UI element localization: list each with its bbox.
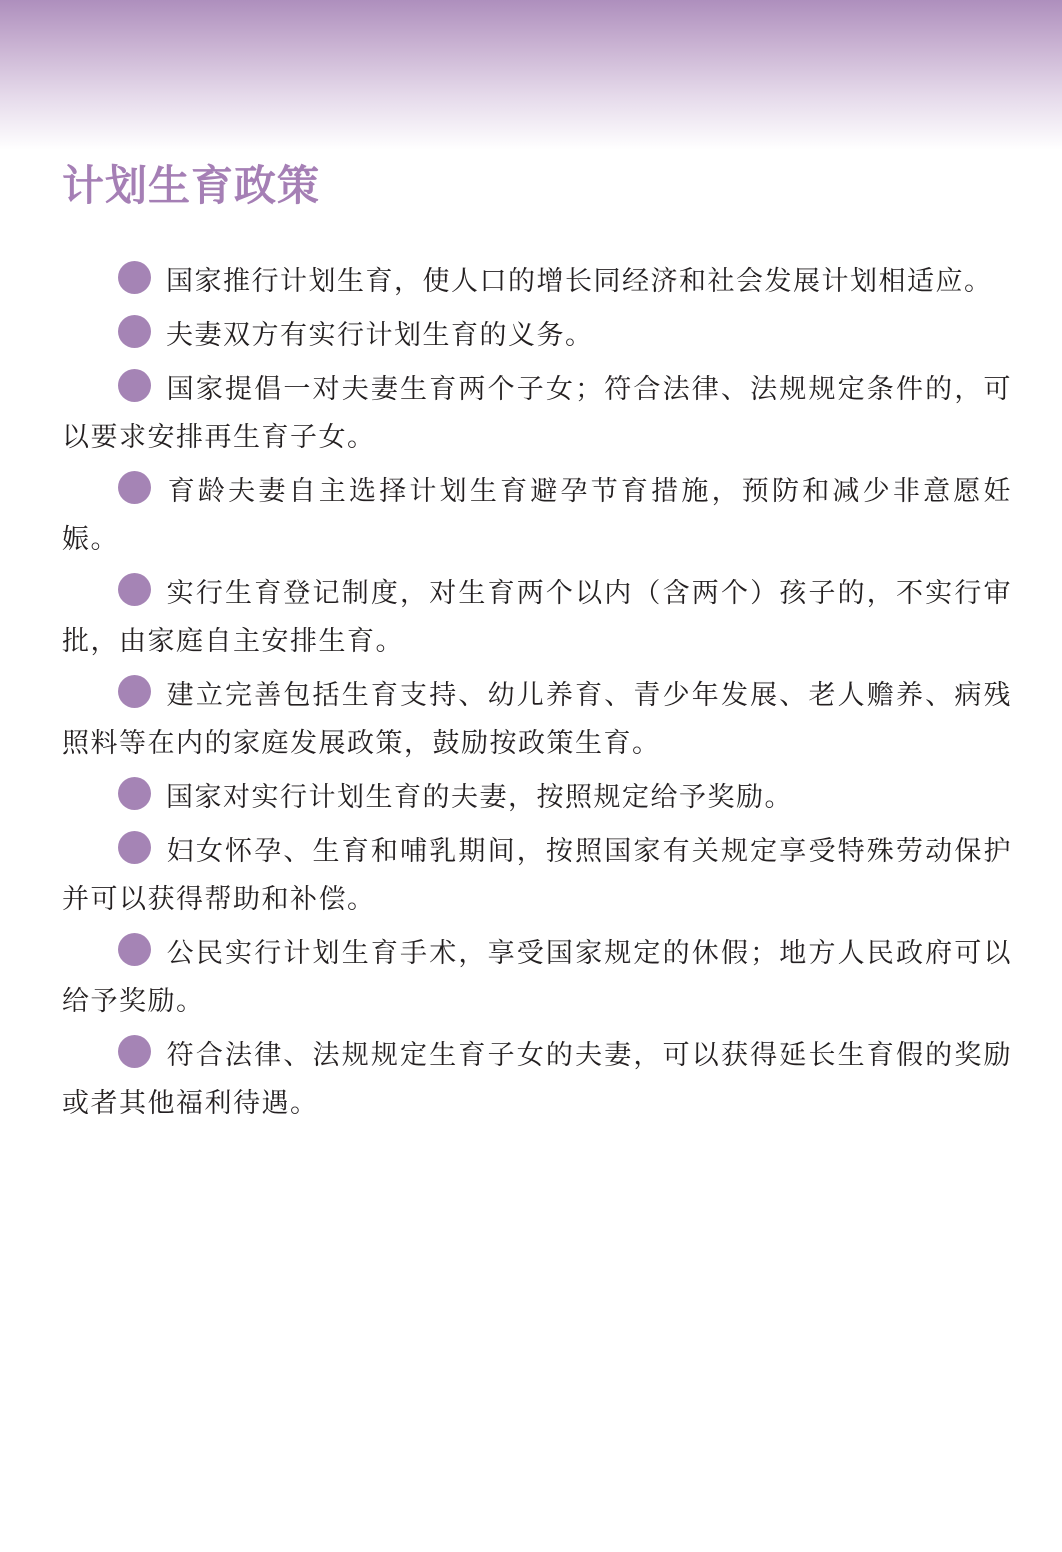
policy-list — [62, 258, 1012, 1134]
policy-text: 夫妻双方有实行计划生育的义务。 — [166, 320, 594, 351]
policy-text: 国家提倡一对夫妻生育两个子女；符合法律、法规规定条件的，可以要求安排再生育子女。 — [62, 374, 1012, 453]
policy-text: 妇女怀孕、生育和哺乳期间，按照国家有关规定享受特殊劳动保护并可以获得帮助和补偿。 — [62, 836, 1012, 915]
policy-text: 国家对实行计划生育的夫妻，按照规定给予奖励。 — [166, 782, 793, 813]
circle-bullet-icon — [118, 831, 151, 864]
policy-text: 公民实行计划生育手术，享受国家规定的休假；地方人民政府可以给予奖励。 — [62, 938, 1012, 1017]
policy-text: 实行生育登记制度，对生育两个以内（含两个）孩子的，不实行审批，由家庭自主安排生育。 — [62, 578, 1012, 657]
circle-bullet-icon — [118, 933, 151, 966]
list-item — [62, 672, 1012, 768]
list-item — [62, 828, 1012, 924]
circle-bullet-icon — [118, 675, 151, 708]
circle-bullet-icon — [118, 369, 151, 402]
circle-bullet-icon — [118, 471, 151, 504]
policy-text: 育龄夫妻自主选择计划生育避孕节育措施，预防和减少非意愿妊娠。 — [62, 476, 1012, 555]
policy-text: 国家推行计划生育，使人口的增长同经济和社会发展计划相适应。 — [166, 266, 993, 297]
policy-text: 符合法律、法规规定生育子女的夫妻，可以获得延长生育假的奖励或者其他福利待遇。 — [62, 1040, 1012, 1119]
list-item — [62, 258, 1012, 306]
circle-bullet-icon — [118, 315, 151, 348]
list-item — [62, 930, 1012, 1026]
list-item — [62, 312, 1012, 360]
circle-bullet-icon — [118, 777, 151, 810]
list-item — [62, 774, 1012, 822]
list-item — [62, 570, 1012, 666]
list-item — [62, 468, 1012, 564]
list-item — [62, 366, 1012, 462]
circle-bullet-icon — [118, 1035, 151, 1068]
circle-bullet-icon — [118, 573, 151, 606]
header-gradient-band — [0, 0, 1062, 150]
policy-text: 建立完善包括生育支持、幼儿养育、青少年发展、老人赡养、病残照料等在内的家庭发展政策，鼓励按政策生育。 — [62, 680, 1012, 759]
list-item — [62, 1032, 1012, 1128]
circle-bullet-icon — [118, 261, 151, 294]
page-title: 计划生育政策 — [62, 161, 321, 210]
